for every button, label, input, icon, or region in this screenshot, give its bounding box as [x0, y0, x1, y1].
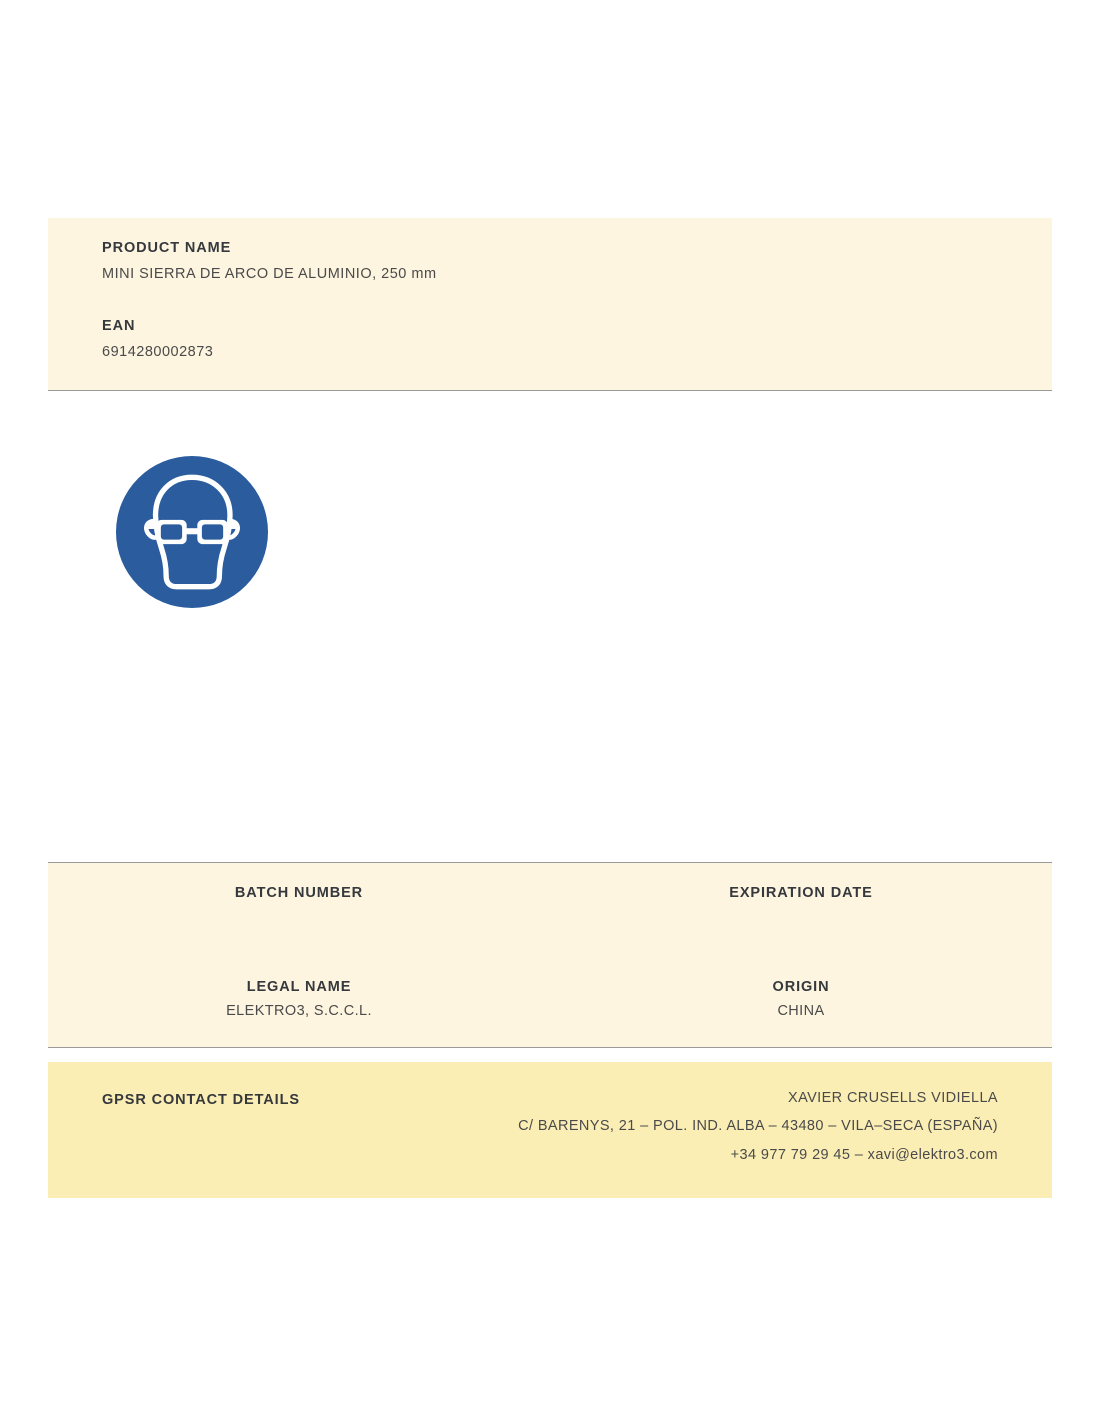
gpsr-contact-name: XAVIER CRUSELLS VIDIELLA	[788, 1090, 998, 1106]
expiration-date-cell	[550, 885, 1052, 927]
details-spacer	[48, 927, 1052, 979]
legal-name-cell	[48, 979, 550, 1021]
gpsr-contact-label: GPSR CONTACT DETAILS	[102, 1092, 300, 1108]
product-info-block	[48, 218, 1052, 391]
field-spacer	[102, 282, 998, 318]
batch-number-cell	[48, 885, 550, 927]
ean-label: EAN	[102, 318, 136, 334]
gpsr-contact-block	[48, 1062, 1052, 1198]
gpsr-contact-lines	[300, 1090, 998, 1164]
batch-number-label: BATCH NUMBER	[234, 885, 364, 901]
legal-name-label: LEGAL NAME	[246, 979, 352, 995]
expiration-date-label: EXPIRATION DATE	[729, 885, 873, 901]
origin-cell	[550, 979, 1052, 1021]
pictogram-area	[48, 432, 1052, 652]
gpsr-contact-address: C/ BARENYS, 21 – POL. IND. ALBA – 43480 – VILA–SECA (ESPAÑA)	[518, 1118, 998, 1135]
gpsr-contact-phone-email: +34 977 79 29 45 – xavi@elektro3.com	[730, 1146, 998, 1163]
details-row-legal	[48, 979, 1052, 1021]
expiration-date-value	[570, 909, 1032, 927]
product-name-label: PRODUCT NAME	[102, 240, 232, 256]
wear-eye-protection-icon	[116, 456, 268, 608]
details-block	[48, 862, 1052, 1048]
origin-label: ORIGIN	[772, 979, 830, 995]
batch-number-value	[68, 909, 530, 927]
details-row-batch	[48, 885, 1052, 927]
product-name-value: MINI SIERRA DE ARCO DE ALUMINIO, 250 mm	[102, 266, 437, 282]
ean-value: 6914280002873	[102, 344, 214, 360]
legal-name-value: ELEKTRO3, S.C.C.L.	[226, 1003, 372, 1019]
origin-value: CHINA	[777, 1003, 825, 1019]
